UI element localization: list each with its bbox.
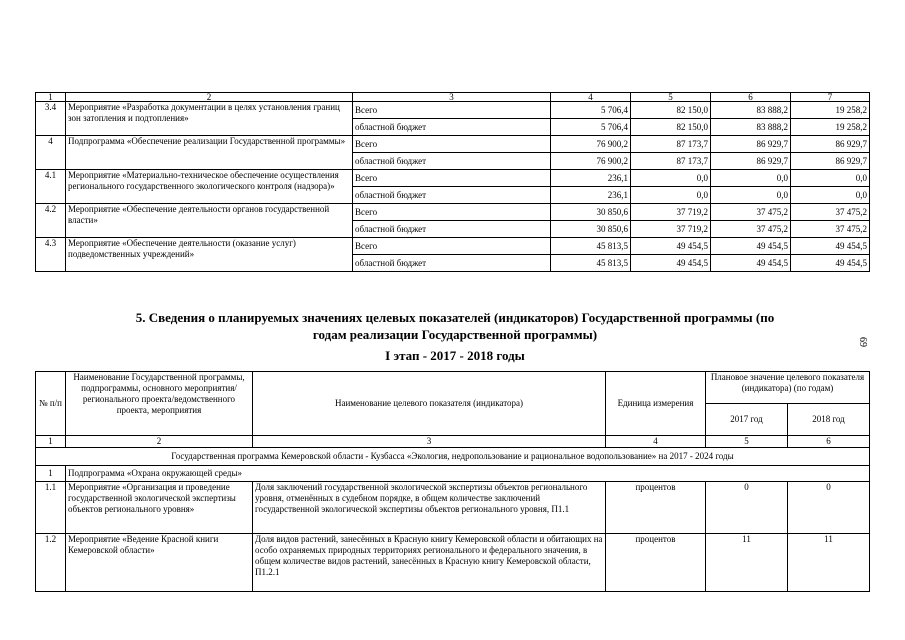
- column-number: 4: [551, 93, 631, 102]
- funding-value: 0,0: [791, 187, 870, 204]
- column-number: 3: [353, 93, 551, 102]
- funding-value: 49 454,5: [791, 255, 870, 272]
- funding-value: 37 475,2: [711, 204, 791, 221]
- funding-value: 76 900,2: [551, 153, 631, 170]
- header-year-2018: 2018 год: [788, 404, 870, 436]
- funding-row: [36, 136, 870, 153]
- indicators-column-numbers: [36, 436, 870, 448]
- funding-value: 87 173,7: [631, 153, 711, 170]
- value-2018: 0: [788, 482, 870, 534]
- value-2018: 11: [788, 534, 870, 592]
- column-number: 1: [36, 436, 66, 448]
- funding-value: 37 719,2: [631, 204, 711, 221]
- funding-source: Всего: [353, 102, 551, 119]
- row-number: 4.2: [36, 204, 66, 238]
- column-number: 5: [706, 436, 788, 448]
- header-num: № п/п: [36, 372, 66, 436]
- column-number: 2: [66, 93, 353, 102]
- unit: процентов: [606, 482, 706, 534]
- funding-value: 37 475,2: [791, 204, 870, 221]
- value-2017: 11: [706, 534, 788, 592]
- header-unit: Единица измерения: [606, 372, 706, 436]
- funding-value: 0,0: [631, 170, 711, 187]
- funding-value: 49 454,5: [631, 255, 711, 272]
- column-number: 6: [711, 93, 791, 102]
- funding-value: 37 719,2: [631, 221, 711, 238]
- funding-value: 0,0: [711, 170, 791, 187]
- stage-title: I этап - 2017 - 2018 годы: [385, 348, 525, 363]
- funding-value: 49 454,5: [631, 238, 711, 255]
- funding-value: 86 929,7: [711, 153, 791, 170]
- funding-value: 5 706,4: [551, 102, 631, 119]
- funding-value: 236,1: [551, 170, 631, 187]
- activity-name: Мероприятие «Материально-техническое обеспечение осуществления регионального государственного экологического контроля (надзора)»: [66, 170, 353, 204]
- indicator-name: Доля видов растений, занесённых в Красную книгу Кемеровской области и обитающих на особо охраняемых природных территориях регионального и федерального значения, в общем количестве видов растений, занесённых в Красную книгу Кемеровской области, П1.2.1: [253, 534, 606, 592]
- funding-value: 236,1: [551, 187, 631, 204]
- column-number: 7: [791, 93, 870, 102]
- header-year-2017: 2017 год: [706, 404, 788, 436]
- column-number: 2: [66, 436, 253, 448]
- funding-value: 86 929,7: [791, 153, 870, 170]
- subprogram-num: 1: [36, 466, 66, 482]
- funding-value: 45 813,5: [551, 238, 631, 255]
- funding-value: 49 454,5: [791, 238, 870, 255]
- subprogram-row: [36, 466, 870, 482]
- funding-value: 19 258,2: [791, 119, 870, 136]
- funding-value: 19 258,2: [791, 102, 870, 119]
- activity-name: Мероприятие «Организация и проведение государственной экологической экспертизы объектов регионального уровня»: [66, 482, 253, 534]
- header-program: Наименование Государственной программы, подпрограммы, основного мероприятия/регионального проекта/ведомственного проекта, мероприятия: [66, 372, 253, 436]
- funding-source: Всего: [353, 204, 551, 221]
- funding-value: 30 850,6: [551, 221, 631, 238]
- funding-value: 49 454,5: [711, 238, 791, 255]
- indicator-row: [36, 534, 870, 592]
- funding-value: 49 454,5: [711, 255, 791, 272]
- funding-source: областной бюджет: [353, 153, 551, 170]
- activity-name: Мероприятие «Обеспечение деятельности (оказание услуг) подведомственных учреждений»: [66, 238, 353, 272]
- funding-value: 82 150,0: [631, 119, 711, 136]
- row-number: 1.1: [36, 482, 66, 534]
- funding-value: 37 475,2: [791, 221, 870, 238]
- funding-value: 0,0: [711, 187, 791, 204]
- funding-source: областной бюджет: [353, 255, 551, 272]
- funding-value: 37 475,2: [711, 221, 791, 238]
- funding-row: [36, 238, 870, 255]
- funding-table-column-numbers: [36, 93, 870, 102]
- section-title: 5. Сведения о планируемых значениях целевых показателей (индикаторов) Государственной программы (по годам реализации Государственной программы): [135, 310, 775, 342]
- indicators-table: [35, 371, 870, 592]
- row-number: 4.1: [36, 170, 66, 204]
- activity-name: Подпрограмма «Обеспечение реализации Государственной программы»: [66, 136, 353, 170]
- value-2017: 0: [706, 482, 788, 534]
- funding-source: областной бюджет: [353, 187, 551, 204]
- funding-row: [36, 170, 870, 187]
- funding-row: [36, 102, 870, 119]
- column-number: 4: [606, 436, 706, 448]
- funding-value: 0,0: [791, 170, 870, 187]
- activity-name: Мероприятие «Ведение Красной книги Кемеровской области»: [66, 534, 253, 592]
- funding-source: областной бюджет: [353, 221, 551, 238]
- funding-value: 83 888,2: [711, 119, 791, 136]
- column-number: 5: [631, 93, 711, 102]
- row-number: 4.3: [36, 238, 66, 272]
- funding-value: 86 929,7: [711, 136, 791, 153]
- funding-value: 76 900,2: [551, 136, 631, 153]
- header-indicator: Наименование целевого показателя (индикатора): [253, 372, 606, 436]
- funding-value: 86 929,7: [791, 136, 870, 153]
- header-planned: Плановое значение целевого показателя (индикатора) (по годам): [706, 372, 870, 404]
- funding-source: Всего: [353, 136, 551, 153]
- program-row: [36, 448, 870, 466]
- funding-source: Всего: [353, 170, 551, 187]
- funding-value: 87 173,7: [631, 136, 711, 153]
- row-number: 3.4: [36, 102, 66, 136]
- funding-value: 82 150,0: [631, 102, 711, 119]
- funding-value: 5 706,4: [551, 119, 631, 136]
- activity-name: Мероприятие «Обеспечение деятельности органов государственной власти»: [66, 204, 353, 238]
- funding-source: Всего: [353, 238, 551, 255]
- row-number: 1.2: [36, 534, 66, 592]
- funding-source: областной бюджет: [353, 119, 551, 136]
- funding-value: 30 850,6: [551, 204, 631, 221]
- subprogram-name: Подпрограмма «Охрана окружающей среды»: [66, 466, 870, 482]
- column-number: 6: [788, 436, 870, 448]
- funding-row: [36, 204, 870, 221]
- funding-table: [35, 92, 870, 272]
- indicator-row: [36, 482, 870, 534]
- row-number: 4: [36, 136, 66, 170]
- column-number: 1: [36, 93, 66, 102]
- funding-value: 45 813,5: [551, 255, 631, 272]
- indicator-name: Доля заключений государственной экологической экспертизы объектов регионального уровня, отменённых в судебном порядке, в общем количестве заключений государственной экологической экспертизы объектов регионального уровня, П1.1: [253, 482, 606, 534]
- page-number: 69: [857, 337, 868, 347]
- indicators-header-row: [36, 372, 870, 404]
- activity-name: Мероприятие «Разработка документации в целях установления границ зон затопления и подтопления»: [66, 102, 353, 136]
- program-title: Государственная программа Кемеровской области - Кузбасса «Экология, недропользование и рациональное водопользование» на 2017 - 2024 годы: [36, 448, 870, 466]
- funding-value: 83 888,2: [711, 102, 791, 119]
- unit: процентов: [606, 534, 706, 592]
- funding-value: 0,0: [631, 187, 711, 204]
- column-number: 3: [253, 436, 606, 448]
